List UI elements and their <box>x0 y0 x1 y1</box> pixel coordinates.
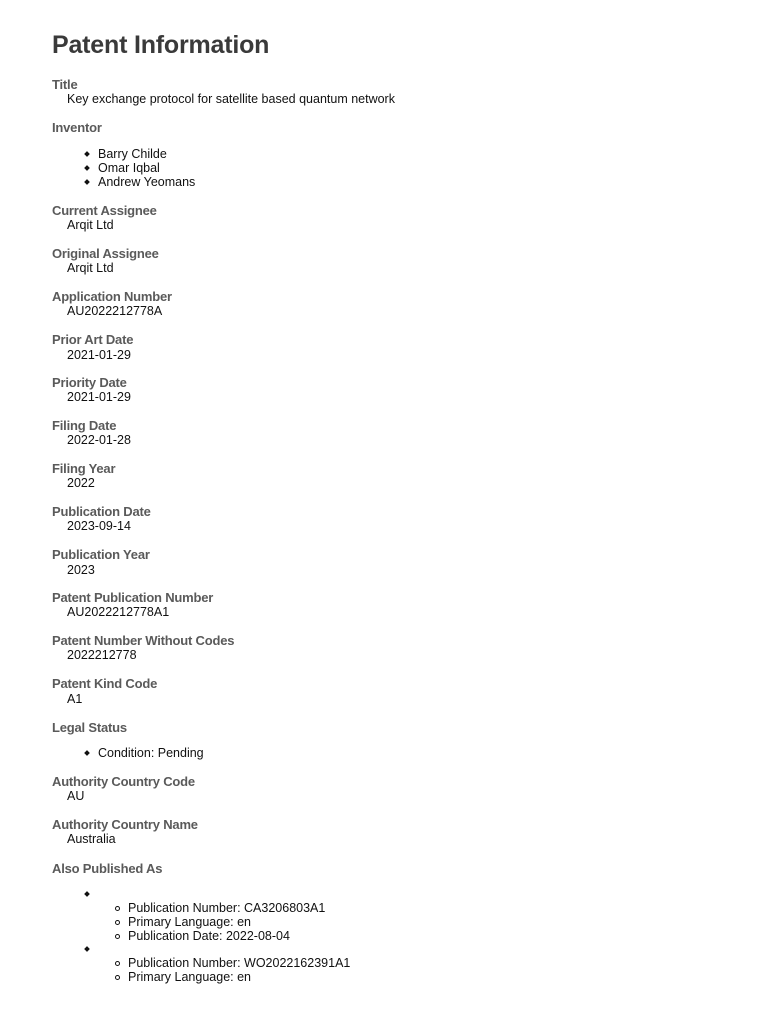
inventor-item: Andrew Yeomans <box>84 175 195 189</box>
also-published-detail: Publication Date: 2022-08-04 <box>114 929 290 943</box>
application-number-value: AU2022212778A <box>67 304 163 318</box>
patent-number-without-codes-value: 2022212778 <box>67 648 137 662</box>
original-assignee-label: Original Assignee <box>52 246 159 261</box>
patent-publication-number-value: AU2022212778A1 <box>67 605 170 619</box>
title-value: Key exchange protocol for satellite based quantum network <box>67 92 395 106</box>
inventor-label: Inventor <box>52 120 102 135</box>
current-assignee-label: Current Assignee <box>52 203 157 218</box>
filing-date-value: 2022-01-28 <box>67 433 131 447</box>
prior-art-date-value: 2021-01-29 <box>67 348 131 362</box>
also-published-detail: Primary Language: en <box>114 970 251 984</box>
current-assignee-value: Arqit Ltd <box>67 218 114 232</box>
priority-date-label: Priority Date <box>52 375 127 390</box>
also-published-detail: Publication Number: CA3206803A1 <box>114 901 325 915</box>
authority-country-name-label: Authority Country Name <box>52 817 198 832</box>
also-published-entry <box>84 887 104 901</box>
legal-status-item: Condition: Pending <box>84 746 204 760</box>
publication-year-label: Publication Year <box>52 547 150 562</box>
title-label: Title <box>52 77 78 92</box>
prior-art-date-label: Prior Art Date <box>52 332 134 347</box>
patent-kind-code-value: A1 <box>67 692 83 706</box>
priority-date-value: 2021-01-29 <box>67 390 131 404</box>
inventor-item: Omar Iqbal <box>84 161 160 175</box>
original-assignee-value: Arqit Ltd <box>67 261 114 275</box>
also-published-detail: Publication Number: WO2022162391A1 <box>114 956 350 970</box>
filing-year-value: 2022 <box>67 476 95 490</box>
also-published-as-label: Also Published As <box>52 861 163 876</box>
patent-kind-code-label: Patent Kind Code <box>52 676 158 691</box>
patent-number-without-codes-label: Patent Number Without Codes <box>52 633 235 648</box>
page-title: Patent Information <box>52 31 270 59</box>
inventor-item: Barry Childe <box>84 147 167 161</box>
filing-date-label: Filing Date <box>52 418 117 433</box>
authority-country-code-value: AU <box>67 789 85 803</box>
publication-year-value: 2023 <box>67 563 95 577</box>
application-number-label: Application Number <box>52 289 172 304</box>
legal-status-label: Legal Status <box>52 720 127 735</box>
authority-country-name-value: Australia <box>67 832 116 846</box>
also-published-detail: Primary Language: en <box>114 915 251 929</box>
patent-publication-number-label: Patent Publication Number <box>52 590 214 605</box>
publication-date-value: 2023-09-14 <box>67 519 131 533</box>
publication-date-label: Publication Date <box>52 504 151 519</box>
also-published-entry <box>84 942 104 956</box>
authority-country-code-label: Authority Country Code <box>52 774 195 789</box>
filing-year-label: Filing Year <box>52 461 116 476</box>
